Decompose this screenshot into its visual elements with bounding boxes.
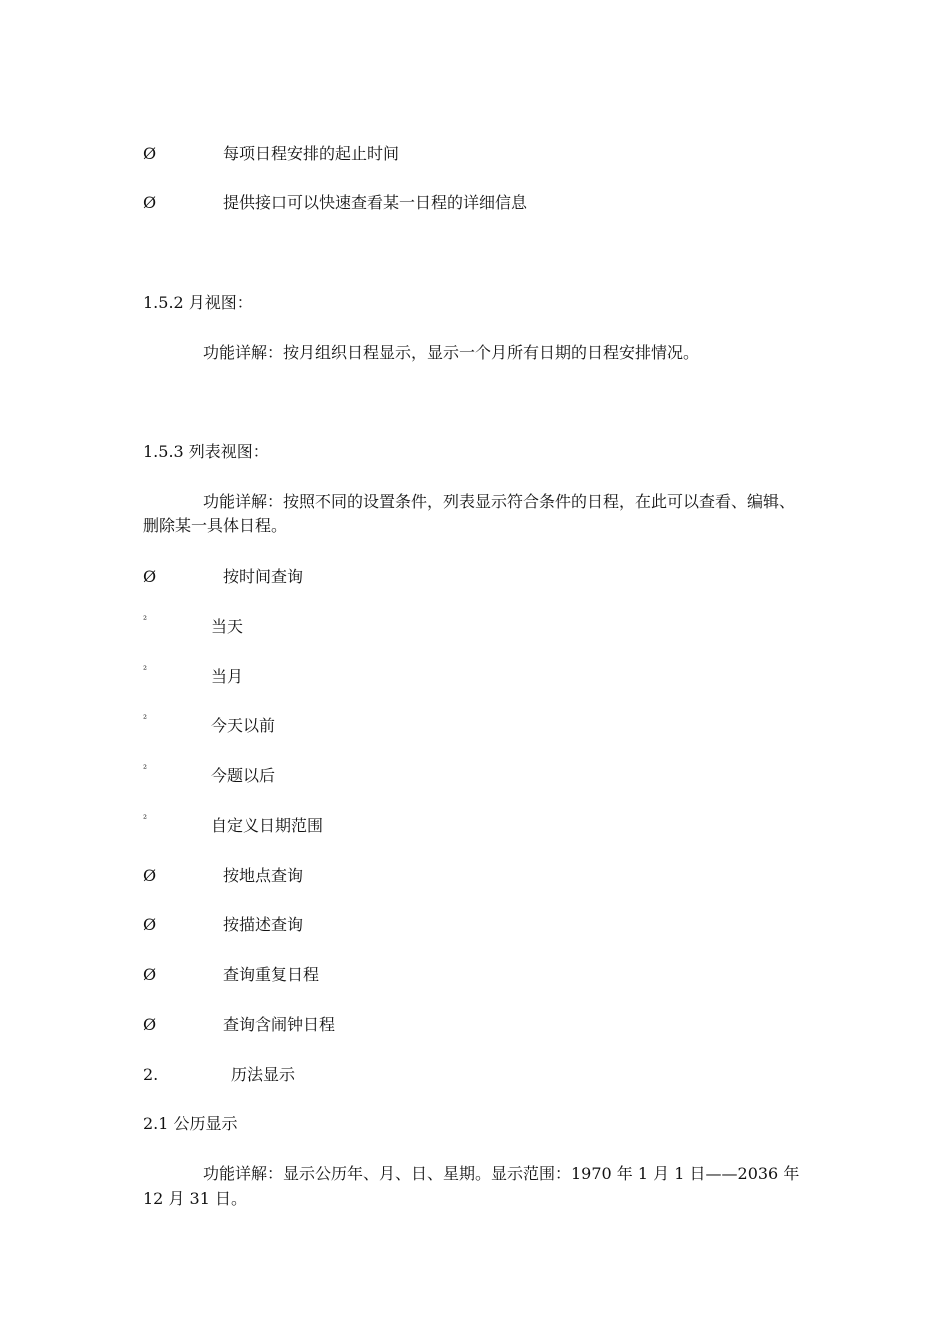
sub-bullet-marker: ² (143, 814, 148, 825)
bullet-text: 查询重复日程 (223, 965, 320, 984)
paragraph: 功能详解：按月组织日程显示，显示一个月所有日期的日程安排情况。 (203, 343, 700, 362)
bullet-marker: Ø (143, 567, 157, 586)
bullet-text: 每项日程安排的起止时间 (223, 144, 400, 163)
bullet-marker: Ø (143, 915, 157, 934)
sub-bullet-marker: ² (143, 714, 148, 725)
subsection-heading: 2.1 公历显示 (143, 1114, 238, 1133)
bullet-text: 提供接口可以快速查看某一日程的详细信息 (223, 193, 528, 212)
section-heading: 1.5.3 列表视图： (143, 442, 269, 461)
sub-bullet-text: 自定义日期范围 (211, 816, 324, 835)
bullet-marker: Ø (143, 193, 157, 212)
section-title: 历法显示 (231, 1065, 296, 1084)
section-number: 2. (143, 1065, 159, 1084)
paragraph: 功能详解：显示公历年、月、日、星期。显示范围：1970 年 1 月 1 日——2036 年 (203, 1164, 800, 1183)
sub-bullet-marker: ² (143, 665, 148, 676)
paragraph: 12 月 31 日。 (143, 1189, 247, 1208)
bullet-marker: Ø (143, 1015, 157, 1034)
sub-bullet-text: 当天 (211, 617, 244, 636)
bullet-text: 按地点查询 (223, 866, 304, 885)
paragraph: 删除某一具体日程。 (143, 516, 288, 535)
bullet-text: 查询含闹钟日程 (223, 1015, 336, 1034)
sub-bullet-marker: ² (143, 764, 148, 775)
bullet-text: 按描述查询 (223, 915, 304, 934)
bullet-text: 按时间查询 (223, 567, 304, 586)
paragraph: 功能详解：按照不同的设置条件，列表显示符合条件的日程，在此可以查看、编辑、 (203, 492, 796, 511)
sub-bullet-marker: ² (143, 615, 148, 626)
bullet-marker: Ø (143, 965, 157, 984)
sub-bullet-text: 今题以后 (211, 766, 276, 785)
sub-bullet-text: 今天以前 (211, 716, 276, 735)
bullet-marker: Ø (143, 144, 157, 163)
bullet-marker: Ø (143, 866, 157, 885)
section-heading: 1.5.2 月视图： (143, 293, 253, 312)
sub-bullet-text: 当月 (211, 667, 244, 686)
